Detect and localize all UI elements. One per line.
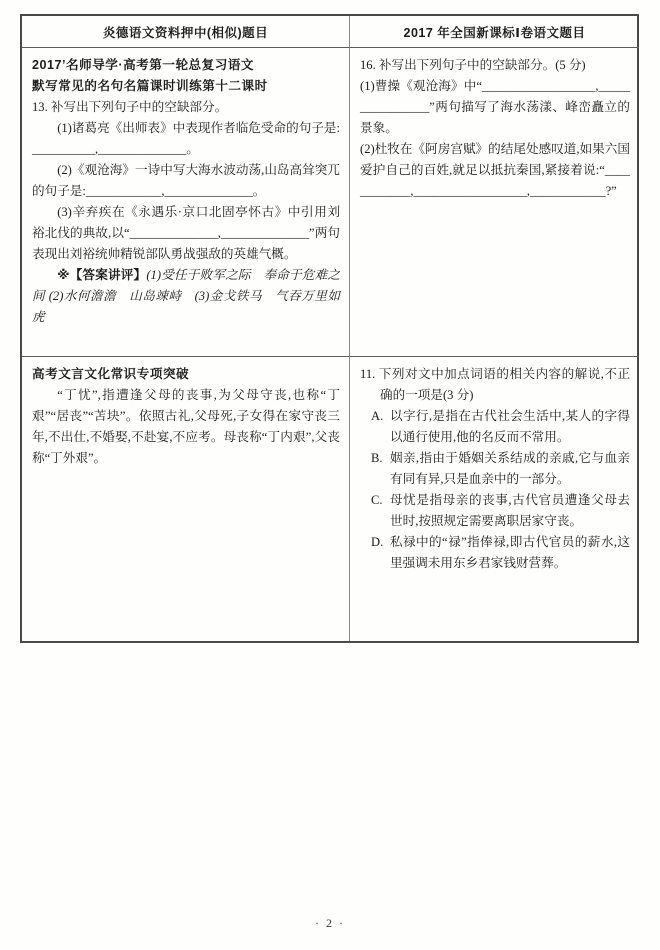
q16-stem: 16. 补写出下列句子中的空缺部分。(5 分) bbox=[360, 58, 586, 72]
comparison-table bbox=[20, 14, 639, 643]
row1-right-cell bbox=[350, 48, 639, 357]
option-a-label: A. bbox=[371, 409, 384, 423]
row2-left-cell bbox=[22, 357, 350, 641]
q13-answer bbox=[32, 265, 340, 328]
q11-stem: 11. 下列对文中加点词语的相关内容的解说,不正确的一项是(3 分) bbox=[360, 367, 630, 402]
page-number: · 2 · bbox=[315, 916, 345, 930]
booklet-title-line2: 默写常见的名句名篇课时训练第十二课时 bbox=[32, 79, 268, 93]
table-header-left bbox=[22, 16, 350, 48]
answer-text: (1)受任于败军之际 奉命于危难之间 (2)水何澹澹 山岛竦峙 (3)金戈铁马 气吞万里如虎 bbox=[32, 268, 340, 324]
q16-item-1: (1)曹操《观沧海》中“__________________,________________”两句描写了海水荡漾、峰峦矗立的景象。 bbox=[360, 79, 630, 135]
option-b-text: 姻亲,指由于婚姻关系结成的亲戚,它与血亲有同有异,只是血亲中的一部分。 bbox=[390, 451, 630, 486]
booklet-title-line1: 2017’名师导学·高考第一轮总复习语文 bbox=[32, 58, 255, 72]
option-a-text: 以字行,是指在古代社会生活中,某人的字得以通行使用,他的名反而不常用。 bbox=[390, 409, 630, 444]
q16-item-2: (2)杜牧在《阿房宫赋》的结尾处感叹道,如果六国爱护自己的百姓,就足以抵抗秦国,紧接着说:“____________,__________________,____________?” bbox=[360, 142, 630, 198]
answer-label: ※【答案讲评】 bbox=[57, 268, 147, 282]
header-left-text: 炎德语文资料押中(相似)题目 bbox=[102, 25, 269, 40]
q11-option-c bbox=[360, 490, 630, 532]
option-d-text: 私禄中的“禄”指俸禄,即古代官员的薪水,这里强调未用东乡君家钱财营葬。 bbox=[390, 535, 630, 570]
q11-option-a bbox=[360, 406, 630, 448]
q13-item-1: (1)诸葛亮《出师表》中表现作者临危受命的句子是:__________,______________。 bbox=[32, 121, 340, 156]
header-right-text: 2017 年全国新课标Ⅰ卷语文题目 bbox=[403, 25, 586, 40]
table-header-right bbox=[350, 16, 639, 48]
culture-section-title: 高考文言文化常识专项突破 bbox=[32, 367, 190, 381]
q13-stem: 13. 补写出下列句子中的空缺部分。 bbox=[32, 100, 228, 114]
q11-option-d bbox=[360, 532, 630, 574]
q11-option-b bbox=[360, 448, 630, 490]
row1-left-cell bbox=[22, 48, 350, 357]
row2-right-cell bbox=[350, 357, 639, 641]
option-c-text: 母忧是指母亲的丧事,古代官员遭逢父母去世时,按照规定需要离职居家守丧。 bbox=[390, 493, 630, 528]
culture-section-body: “丁忧”,指遭逢父母的丧事,为父母守丧,也称“丁艰”“居丧”“苫块”。依照古礼,父母死,子女得在家守丧三年,不出仕,不婚娶,不赴宴,不应考。母丧称“丁内艰”,父丧称“丁外艰”。 bbox=[32, 388, 340, 465]
q13-item-2: (2)《观沧海》一诗中写大海水波动荡,山岛高耸突兀的句子是:____________,______________。 bbox=[32, 163, 340, 198]
option-c-label: C. bbox=[371, 493, 383, 507]
option-b-label: B. bbox=[371, 451, 383, 465]
q13-item-3: (3)辛弃疾在《永遇乐·京口北固亭怀古》中引用刘裕北伐的典故,以“______________,______________”两句表现出刘裕统帅精锐部队勇战强敌的英雄气概。 bbox=[32, 205, 340, 261]
option-d-label: D. bbox=[371, 535, 384, 549]
